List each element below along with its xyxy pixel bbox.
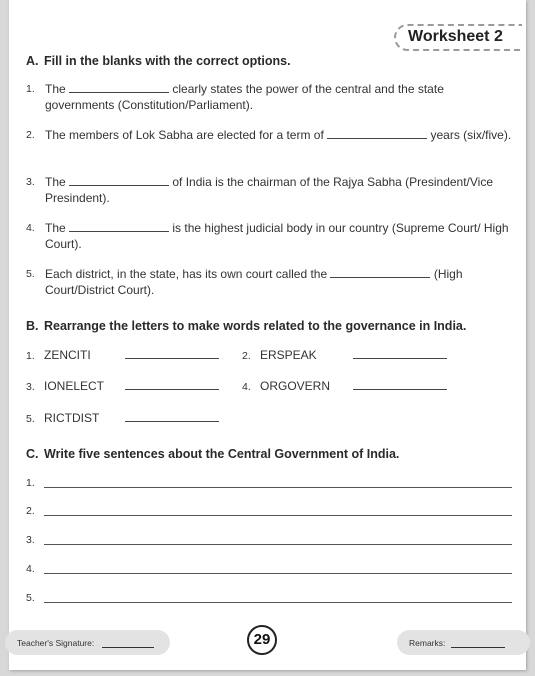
writing-rule: [44, 544, 512, 545]
writing-rule: [44, 573, 512, 574]
item-text-before: The: [45, 221, 66, 235]
item-text-before: The members of Lok Sabha are elected for a term of: [45, 128, 324, 142]
answer-blank[interactable]: [69, 174, 169, 186]
answer-line[interactable]: [353, 389, 447, 390]
answer-line[interactable]: [125, 421, 219, 422]
scrambled-word: IONELECT: [44, 379, 105, 393]
answer-blank[interactable]: [330, 266, 430, 278]
item-text-after: clearly states the power of the central and the state governments (Constitution/Parliament).: [45, 82, 444, 112]
item-text-before: Each district, in the state, has its own court called the: [45, 267, 328, 281]
section-c-title: Write five sentences about the Central Government of India.: [44, 447, 400, 461]
writing-rule: [44, 602, 512, 603]
writing-line-1[interactable]: [26, 477, 516, 491]
item-number: 4.: [26, 222, 35, 234]
scrambled-word-1: [26, 348, 91, 362]
scrambled-word-5: [26, 411, 99, 425]
item-number: 2.: [26, 129, 35, 141]
fill-blank-item-2: [26, 127, 516, 143]
item-text-after: is the highest judicial body in our country (Supreme Court/ High Court).: [45, 221, 509, 251]
fill-blank-item-3: [26, 174, 516, 206]
fill-blank-item-1: [26, 81, 516, 113]
scrambled-word: ERSPEAK: [260, 348, 317, 362]
section-c-letter: C.: [26, 447, 39, 461]
scrambled-word: RICTDIST: [44, 411, 100, 425]
answer-blank[interactable]: [69, 220, 169, 232]
scrambled-word: ORGOVERN: [260, 379, 331, 393]
worksheet-title: Worksheet 2: [408, 28, 503, 45]
answer-line[interactable]: [125, 358, 219, 359]
item-number: 2.: [242, 350, 251, 362]
section-b-heading: [26, 319, 466, 333]
fill-blank-item-5: [26, 266, 516, 298]
writing-line-4[interactable]: [26, 563, 516, 577]
section-a-heading: [26, 54, 291, 68]
answer-blank[interactable]: [327, 127, 427, 139]
item-text-after: years (six/five).: [430, 128, 512, 142]
answer-line[interactable]: [125, 389, 219, 390]
scrambled-word-2: [242, 348, 317, 362]
section-a-title: Fill in the blanks with the correct options.: [44, 54, 291, 68]
line-number: 4.: [26, 563, 35, 575]
section-a-letter: A.: [26, 54, 39, 68]
remarks-box: [397, 630, 530, 655]
line-number: 5.: [26, 592, 35, 604]
line-number: 1.: [26, 477, 35, 489]
line-number: 3.: [26, 534, 35, 546]
writing-line-5[interactable]: [26, 592, 516, 606]
item-text-after: (High Court/District Court).: [45, 267, 463, 297]
writing-rule: [44, 515, 512, 516]
item-text-before: The: [45, 82, 66, 96]
teacher-signature-line[interactable]: [102, 647, 154, 648]
scrambled-word: ZENCITI: [44, 348, 91, 362]
section-c-heading: [26, 447, 399, 461]
item-number: 5.: [26, 413, 35, 425]
answer-line[interactable]: [353, 358, 447, 359]
writing-line-3[interactable]: [26, 534, 516, 548]
item-number: 4.: [242, 381, 251, 393]
line-number: 2.: [26, 505, 35, 517]
worksheet-page: [9, 0, 526, 670]
item-text-before: The: [45, 175, 66, 189]
worksheet-badge: [394, 24, 522, 51]
item-number: 5.: [26, 268, 35, 280]
remarks-line[interactable]: [451, 647, 505, 648]
section-b-letter: B.: [26, 319, 39, 333]
writing-rule: [44, 487, 512, 488]
item-number: 1.: [26, 83, 35, 95]
item-number: 3.: [26, 381, 35, 393]
answer-blank[interactable]: [69, 81, 169, 93]
teacher-signature-label: Teacher's Signature:: [17, 638, 95, 648]
remarks-label: Remarks:: [409, 638, 446, 648]
section-b-title: Rearrange the letters to make words related to the governance in India.: [44, 319, 467, 333]
scrambled-word-3: [26, 379, 104, 393]
item-number: 1.: [26, 350, 35, 362]
item-number: 3.: [26, 176, 35, 188]
writing-line-2[interactable]: [26, 505, 516, 519]
teacher-signature-box: [5, 630, 170, 655]
page-number: 29: [247, 625, 277, 655]
item-text-after: of India is the chairman of the Rajya Sabha (Presindent/Vice Presindent).: [45, 175, 494, 205]
scrambled-word-4: [242, 379, 330, 393]
fill-blank-item-4: [26, 220, 516, 252]
